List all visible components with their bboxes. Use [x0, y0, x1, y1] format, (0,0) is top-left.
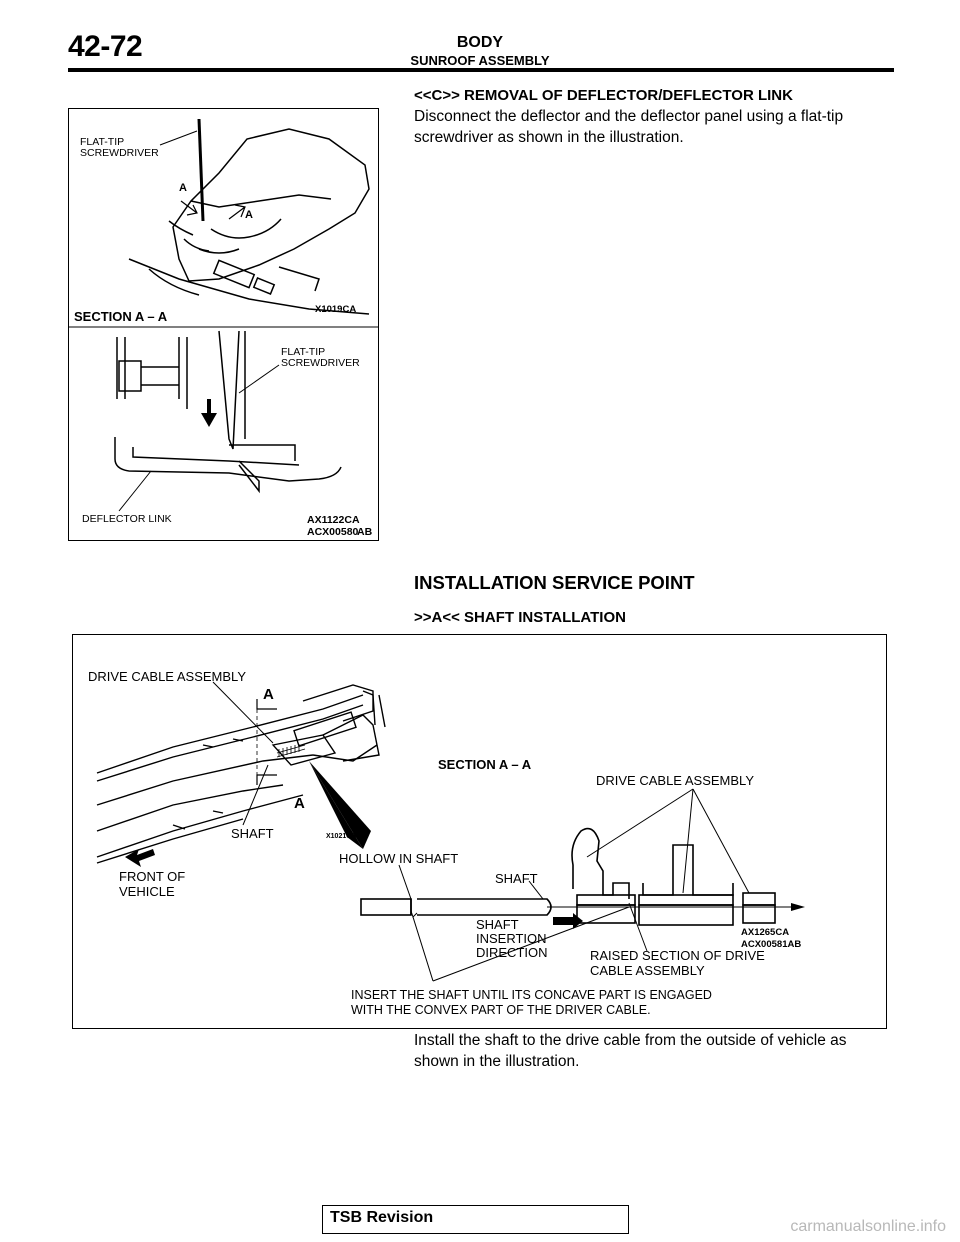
front-arrow-icon [125, 849, 155, 867]
deflector-illustration [69, 109, 378, 540]
fig2-label-drive-cable-left: DRIVE CABLE ASSEMBLY [88, 669, 246, 684]
fig1-label-deflector-link: DEFLECTOR LINK [82, 513, 172, 525]
fig1-label-screwdriver-bottom-2: SCREWDRIVER [281, 357, 360, 369]
header-rule [68, 68, 894, 72]
fig1-section-title: SECTION A – A [74, 309, 168, 324]
fig2-label-shaft-right: SHAFT [495, 871, 538, 886]
fig1-code-suffix: AB [357, 526, 373, 538]
fig2-label-hollow: HOLLOW IN SHAFT [339, 851, 459, 866]
push-arrow-icon [201, 399, 217, 427]
fig1-code-2: ACX00580 [307, 526, 359, 538]
fig2-label-a-1: A [263, 686, 274, 703]
shaft-installation-heading: >>A<< SHAFT INSTALLATION [414, 609, 626, 626]
fig1-label-a-2: A [245, 209, 253, 221]
shaft-installation-figure [72, 634, 887, 1029]
fig2-label-shaft-left: SHAFT [231, 826, 274, 841]
cross-section-drawing [361, 829, 775, 925]
fig2-note-2: WITH THE CONVEX PART OF THE DRIVER CABLE. [351, 1003, 651, 1017]
fig2-label-raised-2: CABLE ASSEMBLY [590, 963, 705, 978]
chapter-title: BODY [456, 34, 504, 51]
leader-arrow-hollow [411, 911, 417, 917]
fig1-label-a-1: A [179, 182, 187, 194]
page-number: 42-72 [68, 30, 143, 63]
tsb-revision-label: TSB Revision [330, 1209, 434, 1226]
fig1-label-screwdriver-top-1: FLAT-TIP [80, 136, 125, 148]
fig2-label-drive-cable-right: DRIVE CABLE ASSEMBLY [596, 773, 754, 788]
fig2-label-insertion-3: DIRECTION [476, 945, 548, 960]
fig2-code-2: ACX00581AB [741, 939, 802, 950]
fig2-section-title: SECTION A – A [438, 757, 532, 772]
section-title: SUNROOF ASSEMBLY [410, 53, 550, 68]
fig2-label-front-1: FRONT OF [119, 869, 186, 884]
installation-heading: INSTALLATION SERVICE POINT [414, 572, 695, 593]
fig2-label-insertion-1: SHAFT [476, 917, 519, 932]
roof-panel-drawing [129, 129, 369, 314]
fig1-label-screwdriver-top-2: SCREWDRIVER [80, 147, 159, 159]
fig2-note-1: INSERT THE SHAFT UNTIL ITS CONCAVE PART IS ENGAGED [351, 988, 712, 1002]
fig2-code-small: X1021CA [326, 833, 357, 840]
deflector-heading: <<C>> REMOVAL OF DEFLECTOR/DEFLECTOR LINK [414, 87, 793, 104]
fig1-code-1: AX1122CA [307, 514, 360, 526]
leader-line-3 [119, 471, 151, 511]
leader-line [160, 131, 197, 145]
watermark: carmanualsonline.info [790, 1218, 946, 1235]
fig2-label-front-2: VEHICLE [119, 884, 175, 899]
fig1-code-top: X1019CA [315, 304, 357, 315]
fig2-label-raised-1: RAISED SECTION OF DRIVE [590, 948, 765, 963]
fig2-code-1: AX1265CA [741, 927, 790, 938]
deflector-figure [68, 108, 379, 541]
fig2-label-insertion-2: INSERTION [476, 931, 547, 946]
leader-shaft [243, 765, 268, 825]
shaft-installation-illustration [73, 635, 886, 1028]
fig1-label-screwdriver-bottom-1: FLAT-TIP [281, 346, 326, 358]
screwdriver-shaft [199, 119, 203, 221]
section-arrow-right [229, 205, 245, 219]
cable-arrow-head [791, 903, 805, 911]
deflector-instructions: Disconnect the deflector and the deflector panel using a flat-tip screwdriver as shown in the illustration. [414, 108, 844, 146]
fig2-label-a-2: A [294, 795, 305, 812]
shaft-installation-instructions: Install the shaft to the drive cable from the outside of vehicle as shown in the illustration. [414, 1032, 847, 1070]
